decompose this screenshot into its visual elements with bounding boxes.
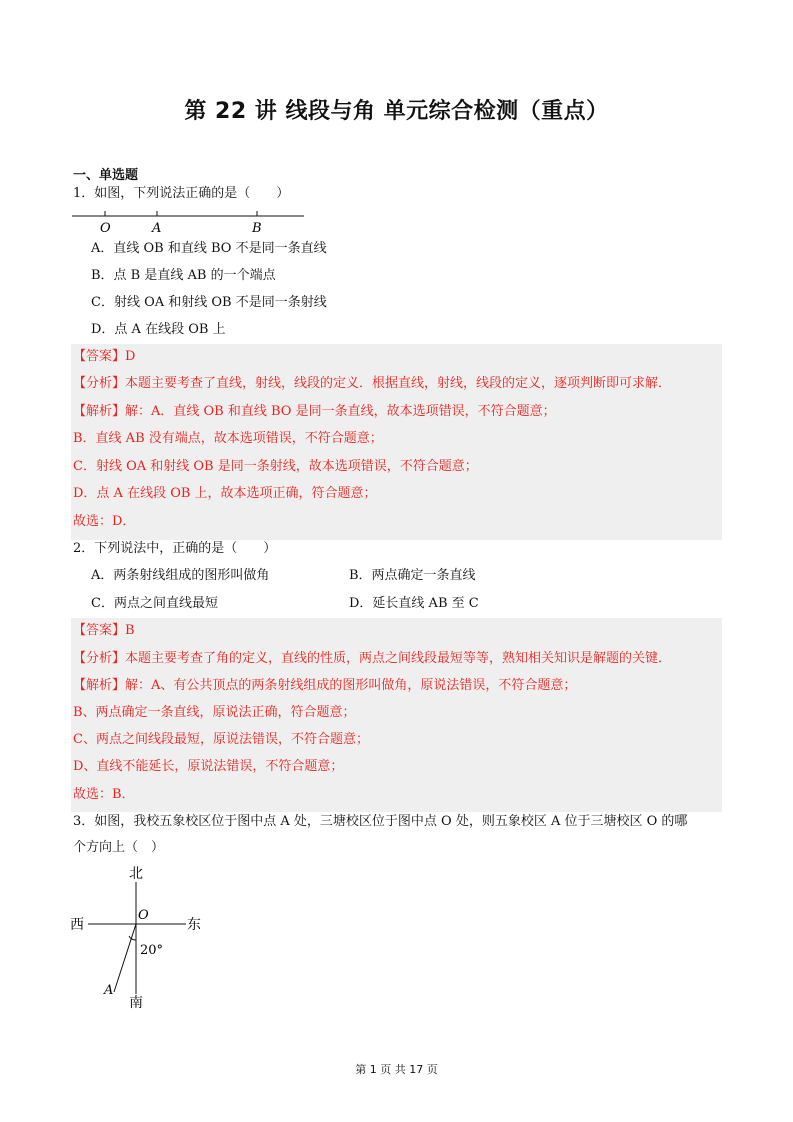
q3-stem-line2: 个方向上（ ） [73,840,165,855]
q2-option-b: B．两点确定一条直线 [349,568,476,583]
south-label: 南 [129,995,143,1011]
q2-analysis: 【分析】本题主要考查了角的定义，直线的性质，两点之间线段最短等等，熟知相关知识是解题的关键． [73,651,672,666]
angle-arc [129,936,136,940]
q3-compass-figure [68,862,218,1012]
q2-option-d: D．延长直线 AB 至 C [349,596,479,611]
page-footer: 第 1 页 共 17 页 [355,1063,438,1076]
q2-solution-line: C、两点之间线段最短，原说法错误，不符合题意； [73,732,369,747]
north-label: 北 [129,866,143,882]
q2-solution-line: 【解析】解：A、有公共顶点的两条射线组成的图形叫做角，原说法错误，不符合题意； [73,678,577,693]
angle-label: 20° [140,943,164,958]
east-label: 东 [187,917,201,933]
q2-answer: 【答案】B [73,623,135,638]
origin-label: O [138,908,149,923]
q1-solution-line: 故选：D． [73,514,136,529]
point-a-label: A [104,983,114,998]
q1-option-d: D．点 A 在线段 OB 上 [91,322,226,337]
q1-solution-line: D．点 A 在线段 OB 上，故本选项正确，符合题意； [73,486,377,501]
ray-oa [114,924,136,992]
q1-analysis: 【分析】本题主要考查了直线，射线，线段的定义．根据直线，射线，线段的定义，逐项判断即可求解． [73,376,672,391]
q2-stem: 2．下列说法中，正确的是（ ） [73,541,277,556]
q3-stem-line1: 3．如图，我校五象校区位于图中点 A 处，三塘校区位于图中点 O 处，则五象校区 A 位于三塘校区 O 的哪 [73,814,688,829]
q2-option-a: A．两条射线组成的图形叫做角 [91,568,270,583]
section-heading: 一、单选题 [73,168,139,183]
page-title: 第 22 讲 线段与角 单元综合检测（重点） [184,99,609,124]
q1-solution-line: 【解析】解：A．直线 OB 和直线 BO 是同一条直线，故本选项错误，不符合题意； [73,404,556,419]
q1-option-b: B．点 B 是直线 AB 的一个端点 [91,268,276,283]
q1-option-c: C．射线 OA 和射线 OB 不是同一条射线 [91,295,327,310]
q1-option-a: A．直线 OB 和直线 BO 不是同一条直线 [91,241,327,256]
q1-solution-line: C．射线 OA 和射线 OB 是同一条射线，故本选项错误，不符合题意； [73,459,478,474]
q1-label-b: B [252,221,262,236]
q2-solution-line: D、直线不能延长，原说法错误，不符合题意； [73,759,344,774]
q1-label-o: O [100,221,111,236]
q1-solution-line: B．直线 AB 没有端点，故本选项错误，不符合题意； [73,431,383,446]
q1-number-line-figure [70,208,310,236]
q1-stem: 1．如图，下列说法正确的是（ ） [73,186,290,201]
q2-solution-line: B、两点确定一条直线，原说法正确，符合题意； [73,705,356,720]
west-label: 西 [70,917,84,933]
q2-solution-line: 故选：B． [73,787,135,802]
q1-answer: 【答案】D [73,349,136,364]
q1-label-a: A [152,221,162,236]
q2-option-c: C．两点之间直线最短 [91,596,218,611]
